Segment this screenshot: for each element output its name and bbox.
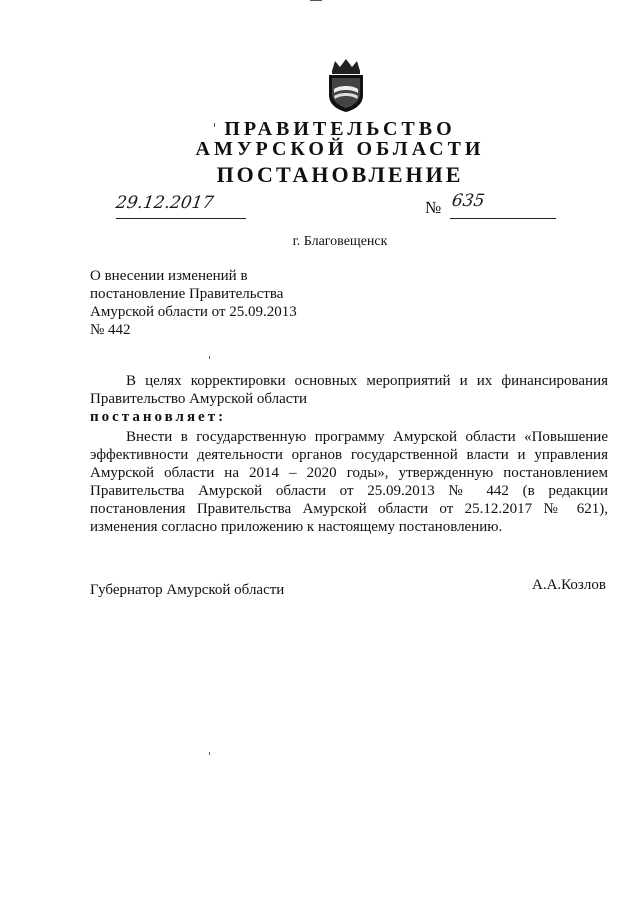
signatory-name: А.А.Козлов xyxy=(532,577,606,593)
subject-line: постановление Правительства xyxy=(90,286,284,302)
scan-mark xyxy=(310,0,322,1)
handwritten-number: 635 xyxy=(450,191,486,211)
resolves-heading: постановляет: xyxy=(90,409,227,425)
subject-line: № 442 xyxy=(90,322,131,338)
coat-of-arms-emblem-icon xyxy=(323,57,369,113)
body-paragraph-resolution: Внести в государственную программу Амурской области «Повышение эффективности деятельности органов государственной власти и управления Амурской области на 2014 – 2020 годы», утвержденную постановлением Правительства Амурской области от 25.09.2013 № 442 (в редакции постановления Правительства Амурской области от 25.12.2017 № 621), изменения согласно приложению к настоящему постановлению. xyxy=(90,429,608,535)
number-field xyxy=(450,191,556,219)
subject-block xyxy=(90,267,330,339)
body-paragraph-intro: В целях корректировки основных мероприятий и их финансирования Правительство Амурской области xyxy=(90,373,608,407)
scan-mark xyxy=(209,356,210,359)
number-sign: № xyxy=(425,198,442,217)
scan-mark xyxy=(209,752,210,755)
subject-line: О внесении изменений в xyxy=(90,268,248,284)
date-field xyxy=(114,193,246,219)
scan-mark xyxy=(214,123,215,127)
handwritten-date: 29.12.2017 xyxy=(114,193,215,213)
signatory-role: Губернатор Амурской области xyxy=(90,582,285,598)
city-line: г. Благовещенск xyxy=(292,234,388,249)
government-name-line2: АМУРСКОЙ ОБЛАСТИ xyxy=(195,138,485,160)
government-name-line1: ПРАВИТЕЛЬСТВО xyxy=(224,118,456,140)
document-type-title: ПОСТАНОВЛЕНИЕ xyxy=(216,162,464,187)
subject-line: Амурской области от 25.09.2013 xyxy=(90,304,297,320)
